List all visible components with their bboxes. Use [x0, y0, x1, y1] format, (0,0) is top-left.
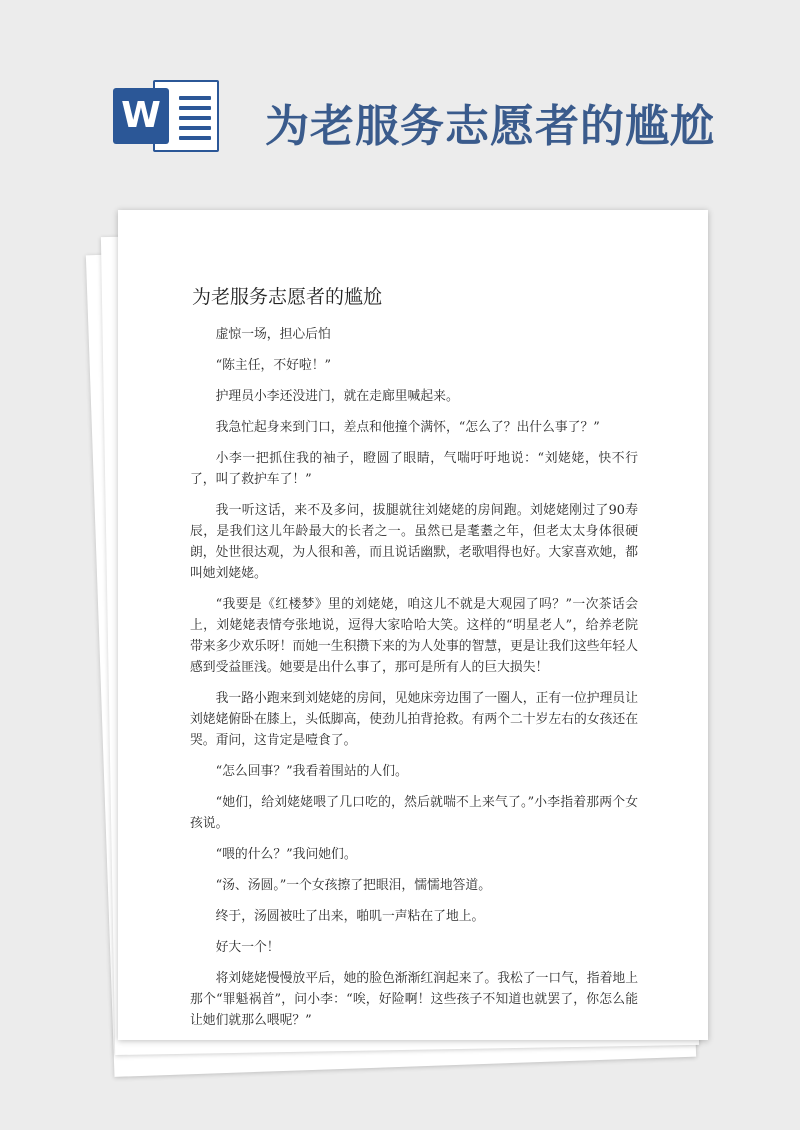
- paragraph: “喂的什么？”我问她们。: [215, 847, 357, 862]
- document-body: [190, 324, 638, 1040]
- paragraph: 虚惊一场，担心后怕: [215, 327, 331, 342]
- paragraph: “怎么回事？”我看着围站的人们。: [215, 764, 408, 779]
- paragraph: 我一路小跑来到刘姥姥的房间，见她床旁边围了一圈人，正有一位护理员让刘姥姥俯卧在膝上，头低脚高，使劲儿拍背抢救。有两个二十岁左右的女孩还在哭。甭问，这肯定是噎食了。: [190, 691, 638, 748]
- document-title: 为老服务志愿者的尴尬: [192, 286, 383, 308]
- paragraph: “汤、汤圆。”一个女孩擦了把眼泪，懦懦地答道。: [215, 878, 492, 893]
- paragraph: “陈主任，不好啦！”: [215, 358, 332, 373]
- paragraph: 护理员小李还没进门，就在走廊里喊起来。: [215, 389, 459, 404]
- word-icon: W: [113, 88, 169, 144]
- paragraph: “我要是《红楼梦》里的刘姥姥，咱这儿不就是大观园了吗？”一次茶话会上，刘姥姥表情夸张地说，逗得大家哈哈大笑。这样的“明星老人”，给养老院带来多少欢乐呀！而她一生积攒下来的为人处事的智慧，更是让我们这些年轻人感到受益匪浅。她要是出什么事了，那可是所有人的巨大损失！: [190, 597, 638, 675]
- document-page: [118, 210, 708, 1040]
- paragraph: 好大一个！: [215, 940, 280, 955]
- paragraph: 将刘姥姥慢慢放平后，她的脸色渐渐红润起来了。我松了一口气，指着地上那个“罪魁祸首”，问小李：“唉，好险啊！这些孩子不知道也就罢了，你怎么能让她们就那么喂呢？”: [190, 971, 638, 1028]
- paragraph: 小李一把抓住我的袖子，瞪圆了眼睛，气喘吁吁地说：“刘姥姥，快不行了，叫了救护车了！”: [190, 451, 638, 487]
- paragraph: 终于，汤圆被吐了出来，啪叽一声粘在了地上。: [215, 909, 485, 924]
- banner-title: 为老服务志愿者的尴尬: [265, 101, 715, 152]
- paragraph: 我急忙起身来到门口，差点和他撞个满怀，“怎么了？出什么事了？”: [215, 420, 600, 435]
- paragraph: 我一听这话，来不及多问，拔腿就往刘姥姥的房间跑。刘姥姥刚过了90寿辰，是我们这儿年龄最大的长者之一。虽然已是耄耋之年，但老太太身体很硬朗，处世很达观，为人很和善，而且说话幽默，老歌唱得也好。大家喜欢她，都叫她刘姥姥。: [190, 503, 638, 581]
- word-logo: [113, 80, 221, 152]
- paragraph: “她们，给刘姥姥喂了几口吃的，然后就喘不上来气了。”小李指着那两个女孩说。: [190, 795, 638, 831]
